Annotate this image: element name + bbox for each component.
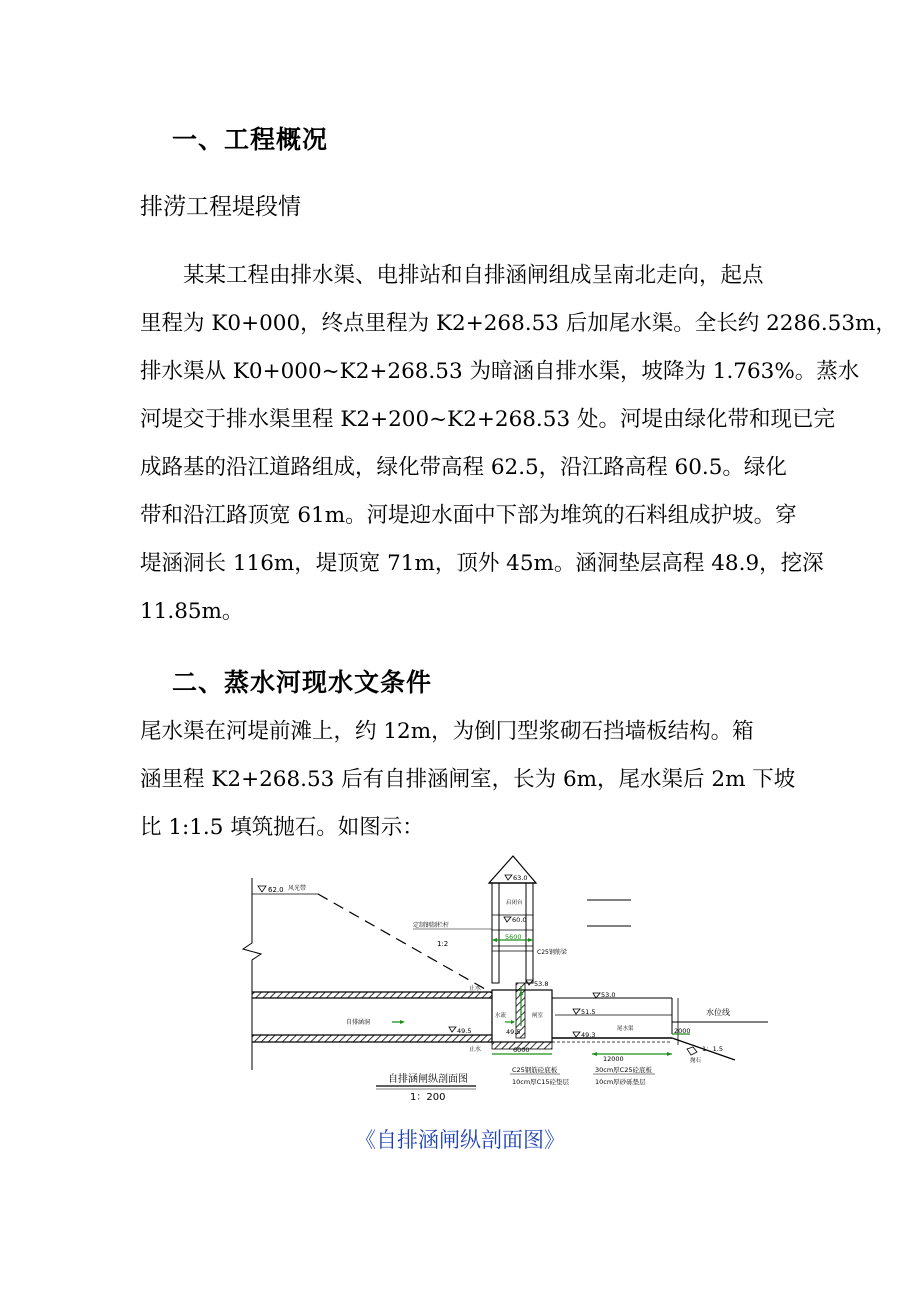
- elevation-label: 53.0: [601, 991, 616, 999]
- paragraph-line: 河堤交于排水渠里程 K2+200~K2+268.53 处。河堤由绿化带和现已完: [140, 407, 835, 432]
- elevation-label: 62.0: [268, 886, 284, 894]
- paragraph-line: 排水渠从 K0+000~K2+268.53 为暗涵自排水渠，坡降为 1.763%。蒸水: [140, 359, 860, 384]
- gravel-note: 10cm厚砂砾垫层: [595, 1078, 646, 1086]
- beam-label: C25钢筋梁: [537, 949, 567, 956]
- figure-caption: 《自排涵闸纵剖面图》: [355, 1128, 565, 1152]
- elevation-label: 49.5: [457, 1027, 472, 1035]
- paragraph-line: 某某工程由排水渠、电排站和自排涵闸组成呈南北走向，起点: [140, 263, 764, 288]
- drawing-title: 自排涵闸纵剖面图: [388, 1074, 468, 1085]
- water-line-label: 水位线: [706, 1008, 730, 1017]
- greenbelt-label: 风光带: [288, 885, 307, 892]
- gatehouse-column-right: [526, 883, 533, 983]
- paragraph-line: 成路基的沿江道路组成，绿化带高程 62.5，沿江路高程 60.5。绿化: [140, 455, 787, 480]
- elevation-label: 49.5: [506, 1028, 521, 1036]
- tail-channel-label: 尾水渠: [617, 1026, 634, 1032]
- elevation-marker: [258, 886, 266, 892]
- elevation-label: 49.3: [581, 1031, 596, 1039]
- culvert-top-slab: [252, 992, 492, 998]
- stopwater-label: 止水: [469, 985, 482, 992]
- paragraph-line: 尾水渠在河堤前滩上，约 12m，为倒冂型浆砌石挡墙板结构。箱: [140, 719, 754, 744]
- elevation-marker: [505, 875, 512, 880]
- gate-platform-label: 启闭台: [506, 900, 523, 906]
- elevation-label: 51.5: [581, 1008, 596, 1016]
- riprap-symbol: [687, 1047, 697, 1055]
- elevation-label: 53.8: [534, 980, 549, 988]
- cushion-note: 10cm厚C15砼垫层: [512, 1078, 569, 1086]
- section1-subheading: 排涝工程堤段情: [140, 194, 301, 220]
- elevation-marker: [573, 1009, 580, 1014]
- section-drawing: [0, 850, 920, 1110]
- paragraph-line: 里程为 K0+000，终点里程为 K2+268.53 后加尾水渠。全长约 2286.53m，: [140, 311, 897, 336]
- handrail-label: 定制钢制栏杆: [413, 922, 450, 929]
- section1-heading: 一、工程概况: [172, 125, 329, 154]
- culvert-label: 自排涵洞: [346, 1019, 371, 1026]
- paragraph-line: 带和沿江路顶宽 61m。河堤迎水面中下部为堆筑的石料组成护坡。穿: [140, 503, 797, 528]
- paragraph-line: 堤涵洞长 116m，堤顶宽 71m，顶外 45m。涵洞垫层高程 48.9，挖深: [140, 551, 824, 576]
- paragraph-line: 比 1:1.5 填筑抛石。如图示：: [140, 815, 424, 840]
- stopwater-label: 止水: [469, 1046, 482, 1053]
- elevation-marker: [573, 1032, 580, 1037]
- slope-label: 1:2: [437, 940, 449, 948]
- gate-room-label: 闸室: [532, 1013, 544, 1019]
- slab-note: C25钢筋砼底板: [512, 1066, 558, 1074]
- dimension-label: 5600: [505, 933, 522, 941]
- elevation-marker: [504, 917, 511, 922]
- riprap-label: 抛石: [690, 1058, 702, 1064]
- dimension-label: 6000: [513, 1046, 530, 1054]
- dimension-label: 2000: [674, 1027, 691, 1035]
- section2-heading: 二、蒸水河现水文条件: [172, 668, 433, 697]
- dimension-label: 12000: [603, 1055, 624, 1063]
- drawing-scale: 1：200: [410, 1092, 446, 1103]
- culvert-bottom-slab: [252, 1035, 492, 1042]
- embankment-slope: [318, 894, 492, 993]
- slope-label: 1：1.5: [702, 1045, 723, 1053]
- elevation-marker: [593, 993, 600, 998]
- elevation-label: 63.0: [513, 874, 528, 882]
- paragraph-line: 11.85m。: [140, 599, 244, 624]
- elevation-marker: [449, 1027, 456, 1032]
- water-flow-label: 水流: [495, 1013, 507, 1019]
- elevation-label: 60.0: [512, 916, 527, 924]
- paragraph-line: 涵里程 K2+268.53 后有自排涵闸室，长为 6m，尾水渠后 2m 下坡: [140, 767, 796, 792]
- slab-note: 30cm厚C25砼底板: [595, 1066, 652, 1074]
- gatehouse-column-left: [492, 883, 499, 983]
